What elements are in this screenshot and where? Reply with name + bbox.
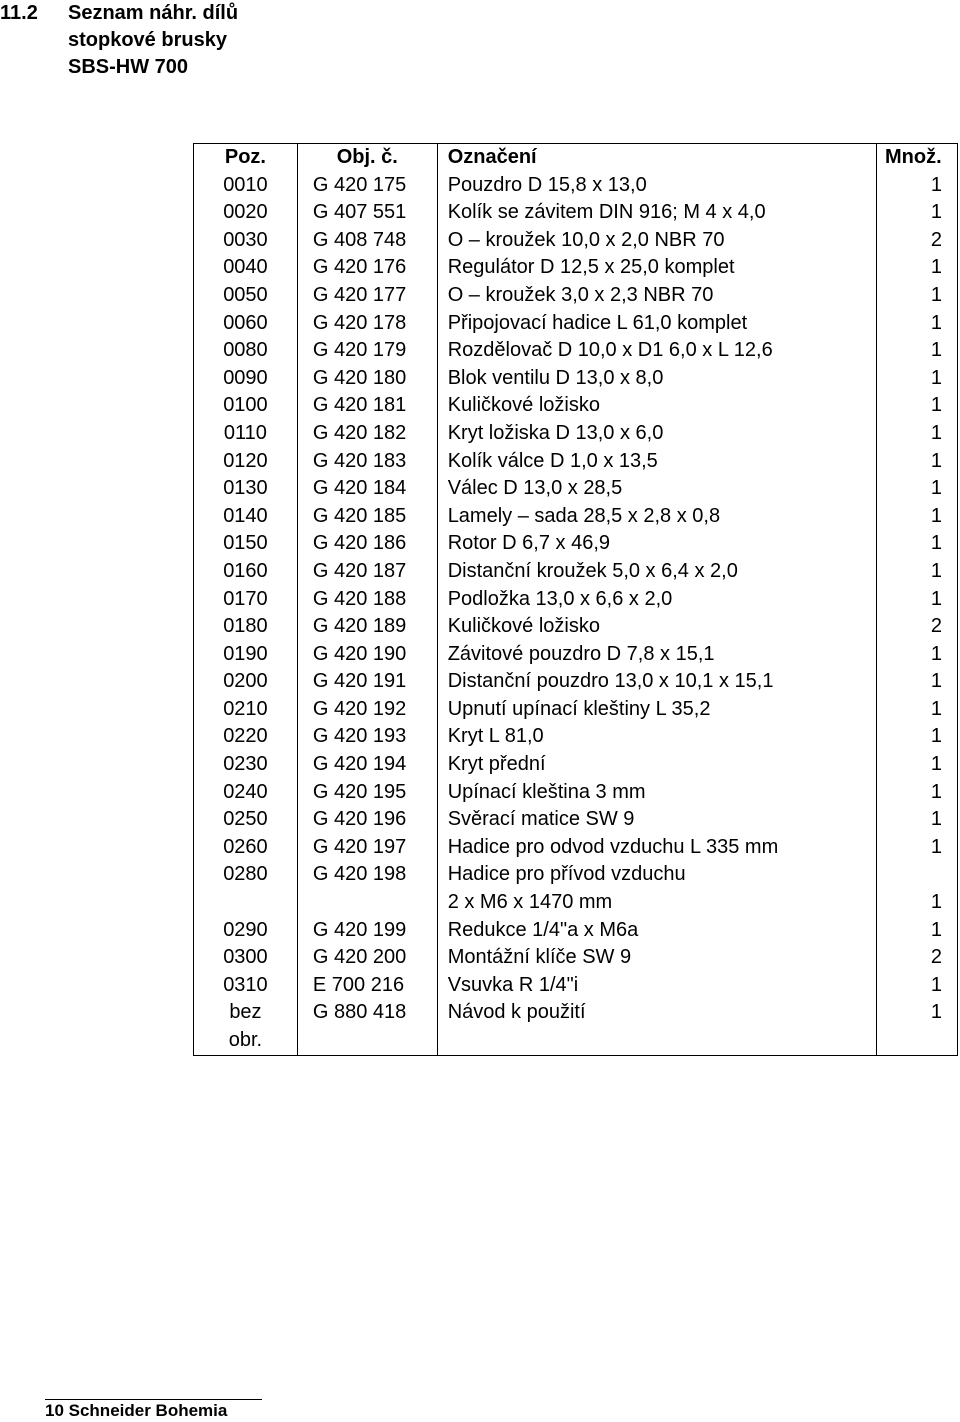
cell-order-number: G 420 180 (297, 365, 437, 393)
cell-quantity: 1 (877, 282, 958, 310)
cell-position: 0180 (194, 613, 298, 641)
cell-order-number: G 420 175 (297, 172, 437, 200)
cell-position: 0170 (194, 586, 298, 614)
cell-designation: O – kroužek 10,0 x 2,0 NBR 70 (437, 227, 876, 255)
cell-position: 0310 (194, 972, 298, 1000)
cell-order-number: G 420 193 (297, 723, 437, 751)
cell-designation: Distanční kroužek 5,0 x 6,4 x 2,0 (437, 558, 876, 586)
cell-order-number: G 420 188 (297, 586, 437, 614)
table-row (194, 227, 958, 255)
cell-order-number: G 420 179 (297, 337, 437, 365)
cell-position: 0260 (194, 834, 298, 862)
cell-position: 0210 (194, 696, 298, 724)
cell-quantity: 1 (877, 779, 958, 807)
table-header-row (194, 144, 958, 172)
cell-designation: Blok ventilu D 13,0 x 8,0 (437, 365, 876, 393)
cell-quantity: 1 (877, 751, 958, 779)
cell-order-number: G 420 186 (297, 530, 437, 558)
cell-position: 0160 (194, 558, 298, 586)
cell-quantity: 1 (877, 254, 958, 282)
cell-position: 0110 (194, 420, 298, 448)
cell-order-number: G 420 187 (297, 558, 437, 586)
cell-designation: Regulátor D 12,5 x 25,0 komplet (437, 254, 876, 282)
table-row (194, 972, 958, 1000)
cell-position: 0130 (194, 475, 298, 503)
header-position: Poz. (194, 144, 298, 172)
cell-quantity: 1 (877, 365, 958, 393)
cell-designation: Připojovací hadice L 61,0 komplet (437, 310, 876, 338)
page-footer: 10 Schneider Bohemia (45, 1399, 262, 1422)
cell-order-number: E 700 216 (297, 972, 437, 1000)
cell-quantity: 1 (877, 475, 958, 503)
cell-position: 0030 (194, 227, 298, 255)
table-row (194, 861, 958, 916)
cell-order-number: G 420 199 (297, 917, 437, 945)
cell-quantity: 1 (877, 420, 958, 448)
cell-position: 0050 (194, 282, 298, 310)
table-row (194, 199, 958, 227)
cell-position: 0020 (194, 199, 298, 227)
cell-position: 0090 (194, 365, 298, 393)
cell-designation: Svěrací matice SW 9 (437, 806, 876, 834)
cell-quantity: 1 (877, 530, 958, 558)
table-row (194, 944, 958, 972)
table-row (194, 337, 958, 365)
cell-order-number: G 420 182 (297, 420, 437, 448)
cell-quantity: 1 (877, 723, 958, 751)
table-row (194, 586, 958, 614)
cell-order-number: G 407 551 (297, 199, 437, 227)
cell-position: 0250 (194, 806, 298, 834)
cell-position: 0230 (194, 751, 298, 779)
cell-order-number: G 408 748 (297, 227, 437, 255)
cell-designation: Závitové pouzdro D 7,8 x 15,1 (437, 641, 876, 669)
header-order-number: Obj. č. (297, 144, 437, 172)
cell-position: 0300 (194, 944, 298, 972)
table-row (194, 503, 958, 531)
table-row (194, 806, 958, 834)
table-row (194, 751, 958, 779)
section-number: 11.2 (0, 2, 38, 24)
cell-order-number: G 420 190 (297, 641, 437, 669)
parts-table (193, 143, 958, 1056)
cell-designation: Hadice pro odvod vzduchu L 335 mm (437, 834, 876, 862)
cell-quantity: 1 (877, 999, 958, 1055)
cell-position: 0060 (194, 310, 298, 338)
header-quantity: Množ. (877, 144, 958, 172)
table-row (194, 530, 958, 558)
cell-quantity: 1 (877, 861, 958, 916)
cell-designation: Kryt L 81,0 (437, 723, 876, 751)
cell-designation: Kryt ložiska D 13,0 x 6,0 (437, 420, 876, 448)
table-row (194, 365, 958, 393)
cell-order-number: G 880 418 (297, 999, 437, 1055)
cell-quantity: 1 (877, 337, 958, 365)
table-row (194, 310, 958, 338)
table-row (194, 558, 958, 586)
cell-quantity: 1 (877, 199, 958, 227)
cell-position: 0290 (194, 917, 298, 945)
cell-quantity: 1 (877, 972, 958, 1000)
table-row (194, 392, 958, 420)
table-row (194, 172, 958, 200)
cell-quantity: 1 (877, 503, 958, 531)
table-row (194, 779, 958, 807)
cell-quantity: 1 (877, 310, 958, 338)
cell-quantity: 1 (877, 668, 958, 696)
section-title: Seznam náhr. dílů stopkové brusky SBS-HW 700 (68, 2, 239, 78)
table-row (194, 448, 958, 476)
cell-quantity: 1 (877, 641, 958, 669)
cell-quantity: 1 (877, 696, 958, 724)
cell-position: 0200 (194, 668, 298, 696)
cell-order-number: G 420 195 (297, 779, 437, 807)
cell-position: 0140 (194, 503, 298, 531)
cell-order-number: G 420 200 (297, 944, 437, 972)
cell-designation: Upnutí upínací kleštiny L 35,2 (437, 696, 876, 724)
cell-quantity: 1 (877, 172, 958, 200)
cell-designation: Redukce 1/4"a x M6a (437, 917, 876, 945)
cell-order-number: G 420 194 (297, 751, 437, 779)
cell-order-number: G 420 189 (297, 613, 437, 641)
cell-position: bez obr. (194, 999, 298, 1055)
cell-order-number: G 420 198 (297, 861, 437, 916)
table-row (194, 613, 958, 641)
table-row (194, 254, 958, 282)
cell-designation: O – kroužek 3,0 x 2,3 NBR 70 (437, 282, 876, 310)
cell-position: 0280 (194, 861, 298, 916)
cell-position: 0010 (194, 172, 298, 200)
header-designation: Označení (437, 144, 876, 172)
cell-position: 0120 (194, 448, 298, 476)
cell-designation: Návod k použití (437, 999, 876, 1055)
cell-quantity: 1 (877, 392, 958, 420)
cell-order-number: G 420 197 (297, 834, 437, 862)
cell-position: 0190 (194, 641, 298, 669)
cell-quantity: 1 (877, 586, 958, 614)
cell-designation: Distanční pouzdro 13,0 x 10,1 x 15,1 (437, 668, 876, 696)
cell-designation: Lamely – sada 28,5 x 2,8 x 0,8 (437, 503, 876, 531)
cell-designation: Upínací kleština 3 mm (437, 779, 876, 807)
cell-designation: Podložka 13,0 x 6,6 x 2,0 (437, 586, 876, 614)
cell-designation: Kuličkové ložisko (437, 392, 876, 420)
cell-designation: Montážní klíče SW 9 (437, 944, 876, 972)
cell-designation: Válec D 13,0 x 28,5 (437, 475, 876, 503)
cell-order-number: G 420 185 (297, 503, 437, 531)
cell-quantity: 2 (877, 613, 958, 641)
table-row (194, 834, 958, 862)
cell-designation: Pouzdro D 15,8 x 13,0 (437, 172, 876, 200)
cell-quantity: 1 (877, 448, 958, 476)
parts-table-body (194, 172, 958, 1056)
cell-designation: Hadice pro přívod vzduchu 2 x M6 x 1470 mm (437, 861, 876, 916)
cell-order-number: G 420 183 (297, 448, 437, 476)
table-row (194, 668, 958, 696)
cell-position: 0080 (194, 337, 298, 365)
cell-quantity: 2 (877, 944, 958, 972)
cell-order-number: G 420 196 (297, 806, 437, 834)
cell-designation: Kuličkové ložisko (437, 613, 876, 641)
cell-order-number: G 420 176 (297, 254, 437, 282)
cell-position: 0240 (194, 779, 298, 807)
cell-position: 0100 (194, 392, 298, 420)
cell-designation: Rozdělovač D 10,0 x D1 6,0 x L 12,6 (437, 337, 876, 365)
cell-quantity: 2 (877, 227, 958, 255)
table-row (194, 641, 958, 669)
table-row (194, 282, 958, 310)
cell-designation: Kolík válce D 1,0 x 13,5 (437, 448, 876, 476)
cell-designation: Vsuvka R 1/4"i (437, 972, 876, 1000)
cell-quantity: 1 (877, 558, 958, 586)
cell-order-number: G 420 177 (297, 282, 437, 310)
cell-position: 0150 (194, 530, 298, 558)
cell-order-number: G 420 181 (297, 392, 437, 420)
cell-designation: Rotor D 6,7 x 46,9 (437, 530, 876, 558)
cell-order-number: G 420 184 (297, 475, 437, 503)
table-row (194, 696, 958, 724)
cell-quantity: 1 (877, 806, 958, 834)
table-row (194, 999, 958, 1055)
cell-designation: Kolík se závitem DIN 916; M 4 x 4,0 (437, 199, 876, 227)
table-row (194, 723, 958, 751)
cell-position: 0220 (194, 723, 298, 751)
cell-position: 0040 (194, 254, 298, 282)
cell-quantity: 1 (877, 834, 958, 862)
cell-order-number: G 420 178 (297, 310, 437, 338)
cell-order-number: G 420 191 (297, 668, 437, 696)
cell-designation: Kryt přední (437, 751, 876, 779)
cell-order-number: G 420 192 (297, 696, 437, 724)
table-row (194, 420, 958, 448)
table-row (194, 917, 958, 945)
cell-quantity: 1 (877, 917, 958, 945)
table-row (194, 475, 958, 503)
